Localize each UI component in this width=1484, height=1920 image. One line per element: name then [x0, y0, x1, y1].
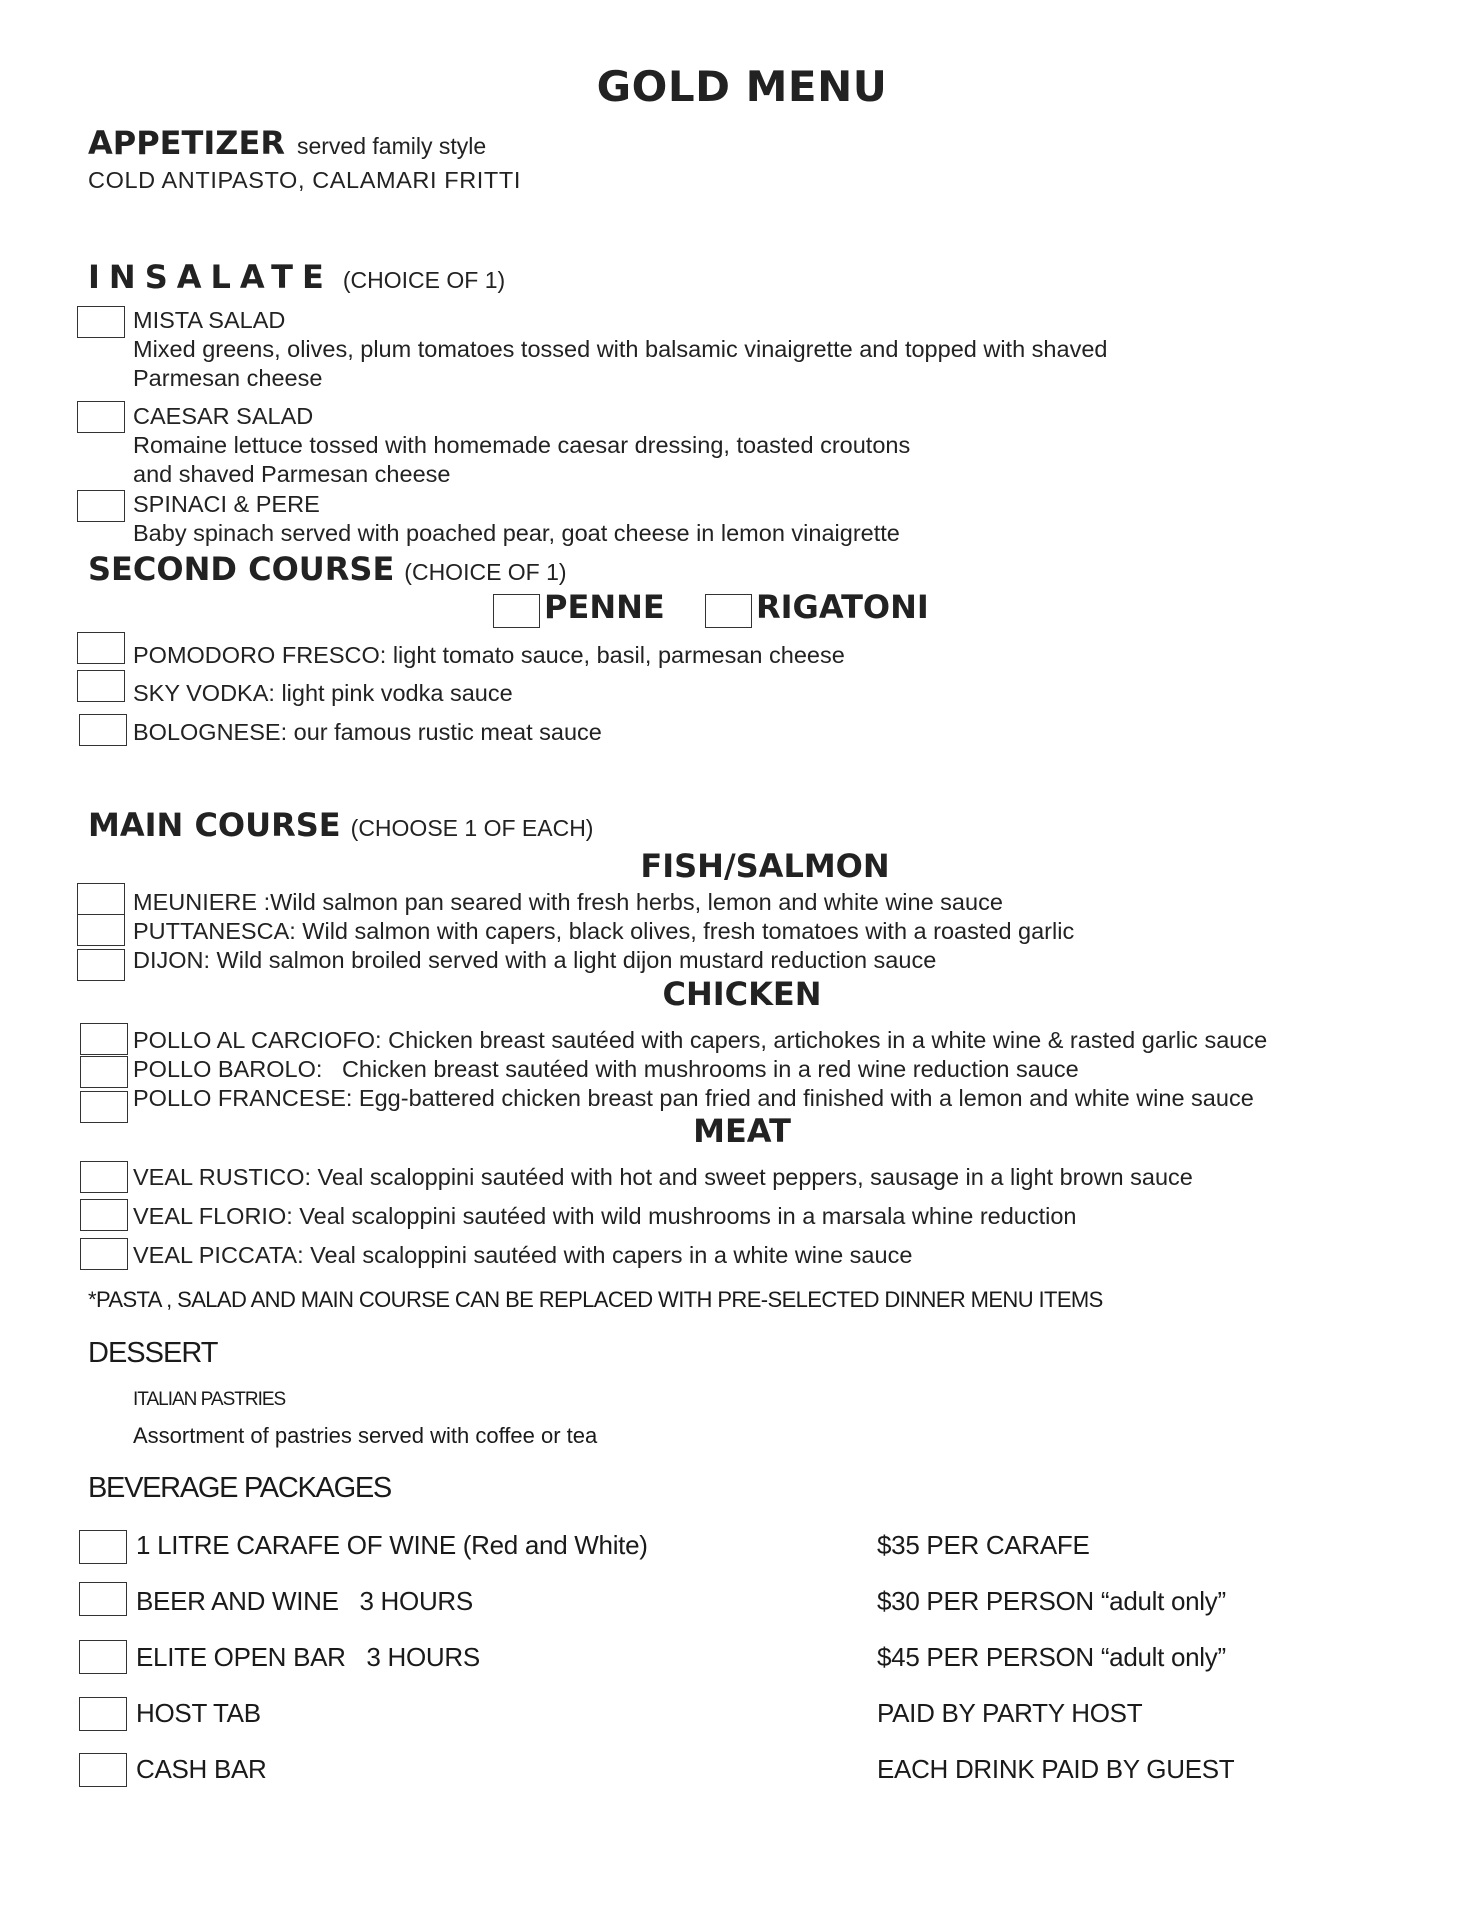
caesar-salad-desc-cont: and shaved Parmesan cheese — [133, 461, 451, 487]
veal-florio-checkbox[interactable] — [80, 1199, 128, 1231]
pollo-carciofo-checkbox[interactable] — [80, 1023, 128, 1055]
veal-piccata-checkbox[interactable] — [80, 1238, 128, 1270]
puttanesca-item: PUTTANESCA: Wild salmon with capers, black olives, fresh tomatoes with a roasted garlic — [133, 918, 1075, 944]
pollo-barolo-item: POLLO BAROLO: Chicken breast sautéed with mushrooms in a red wine reduction sauce — [133, 1056, 1079, 1082]
cash-bar-checkbox[interactable] — [79, 1753, 127, 1787]
carafe-price: $35 PER CARAFE — [877, 1530, 1090, 1560]
chicken-heading: CHICKEN — [662, 975, 822, 1013]
elite-bar-checkbox[interactable] — [79, 1640, 127, 1674]
fish-heading: FISH/SALMON — [640, 847, 890, 885]
beer-wine-price: $30 PER PERSON “adult only” — [877, 1586, 1226, 1616]
veal-rustico-item: VEAL RUSTICO: Veal scaloppini sautéed with hot and sweet peppers, sausage in a light brown sauce — [133, 1164, 1193, 1190]
pomodoro-item: POMODORO FRESCO: light tomato sauce, basil, parmesan cheese — [133, 642, 845, 668]
penne-label: PENNE — [544, 588, 665, 626]
meuniere-item: MEUNIERE :Wild salmon pan seared with fresh herbs, lemon and white wine sauce — [133, 889, 1003, 915]
caesar-salad-name: CAESAR SALAD — [133, 403, 314, 429]
beer-wine-name: BEER AND WINE 3 HOURS — [136, 1586, 473, 1616]
main-course-heading-row — [88, 806, 593, 844]
veal-rustico-checkbox[interactable] — [80, 1161, 128, 1193]
dessert-heading: DESSERT — [88, 1337, 218, 1369]
insalate-heading: INSALATE — [88, 258, 333, 296]
beer-wine-checkbox[interactable] — [79, 1582, 127, 1616]
caesar-salad-desc: Romaine lettuce tossed with homemade caesar dressing, toasted croutons — [133, 432, 911, 458]
insalate-note: (CHOICE OF 1) — [342, 267, 506, 293]
elite-bar-name: ELITE OPEN BAR 3 HOURS — [136, 1642, 480, 1672]
insalate-heading-row — [88, 258, 505, 296]
pollo-barolo-checkbox[interactable] — [80, 1056, 128, 1088]
carafe-name: 1 LITRE CARAFE OF WINE (Red and White) — [136, 1530, 648, 1560]
second-course-note: (CHOICE OF 1) — [404, 559, 567, 585]
bolognese-checkbox[interactable] — [79, 714, 127, 746]
pomodoro-checkbox[interactable] — [77, 632, 125, 664]
spinaci-pere-name: SPINACI & PERE — [133, 491, 320, 517]
meat-heading: MEAT — [693, 1112, 791, 1150]
host-tab-name: HOST TAB — [136, 1698, 261, 1728]
sky-vodka-checkbox[interactable] — [77, 670, 125, 702]
main-course-heading: MAIN COURSE — [88, 806, 341, 844]
page-title: GOLD MENU — [596, 62, 888, 111]
dijon-item: DIJON: Wild salmon broiled served with a light dijon mustard reduction sauce — [133, 947, 937, 973]
appetizer-heading: APPETIZER — [88, 124, 285, 162]
caesar-salad-checkbox[interactable] — [77, 401, 125, 433]
mista-salad-name: MISTA SALAD — [133, 307, 286, 333]
footnote: *PASTA , SALAD AND MAIN COURSE CAN BE REPLACED WITH PRE-SELECTED DINNER MENU ITEMS — [88, 1287, 1103, 1312]
cash-bar-name: CASH BAR — [136, 1754, 267, 1784]
second-course-heading: SECOND COURSE — [88, 550, 395, 588]
main-course-note: (CHOOSE 1 OF EACH) — [350, 815, 594, 841]
veal-piccata-item: VEAL PICCATA: Veal scaloppini sautéed with capers in a white wine sauce — [133, 1242, 913, 1268]
second-course-heading-row — [88, 550, 567, 588]
appetizer-items: COLD ANTIPASTO, CALAMARI FRITTI — [88, 167, 521, 193]
spinaci-pere-desc: Baby spinach served with poached pear, goat cheese in lemon vinaigrette — [133, 520, 900, 546]
mista-salad-checkbox[interactable] — [77, 306, 125, 338]
host-tab-price: PAID BY PARTY HOST — [877, 1698, 1143, 1728]
dessert-desc: Assortment of pastries served with coffee or tea — [133, 1423, 598, 1448]
pollo-francese-item: POLLO FRANCESE: Egg-battered chicken breast pan fried and finished with a lemon and white wine sauce — [133, 1085, 1254, 1111]
rigatoni-checkbox[interactable] — [705, 594, 752, 628]
mista-salad-desc: Mixed greens, olives, plum tomatoes tossed with balsamic vinaigrette and topped with shaved — [133, 336, 1108, 362]
dessert-item: ITALIAN PASTRIES — [133, 1389, 286, 1410]
host-tab-checkbox[interactable] — [79, 1697, 127, 1731]
meuniere-checkbox[interactable] — [77, 883, 125, 915]
mista-salad-desc-cont: Parmesan cheese — [133, 365, 323, 391]
carafe-checkbox[interactable] — [79, 1530, 127, 1564]
spinaci-pere-checkbox[interactable] — [77, 490, 125, 522]
appetizer-heading-row — [88, 124, 486, 162]
elite-bar-price: $45 PER PERSON “adult only” — [877, 1642, 1226, 1672]
beverage-heading: BEVERAGE PACKAGES — [88, 1472, 391, 1504]
cash-bar-price: EACH DRINK PAID BY GUEST — [877, 1754, 1235, 1784]
veal-florio-item: VEAL FLORIO: Veal scaloppini sautéed with wild mushrooms in a marsala whine reduction — [133, 1203, 1077, 1229]
bolognese-item: BOLOGNESE: our famous rustic meat sauce — [133, 719, 602, 745]
penne-checkbox[interactable] — [493, 594, 540, 628]
rigatoni-label: RIGATONI — [756, 588, 929, 626]
appetizer-note: served family style — [296, 133, 487, 159]
pollo-carciofo-item: POLLO AL CARCIOFO: Chicken breast sautéed with capers, artichokes in a white wine & rasted garlic sauce — [133, 1027, 1268, 1053]
sky-vodka-item: SKY VODKA: light pink vodka sauce — [133, 680, 513, 706]
puttanesca-checkbox[interactable] — [77, 914, 125, 946]
